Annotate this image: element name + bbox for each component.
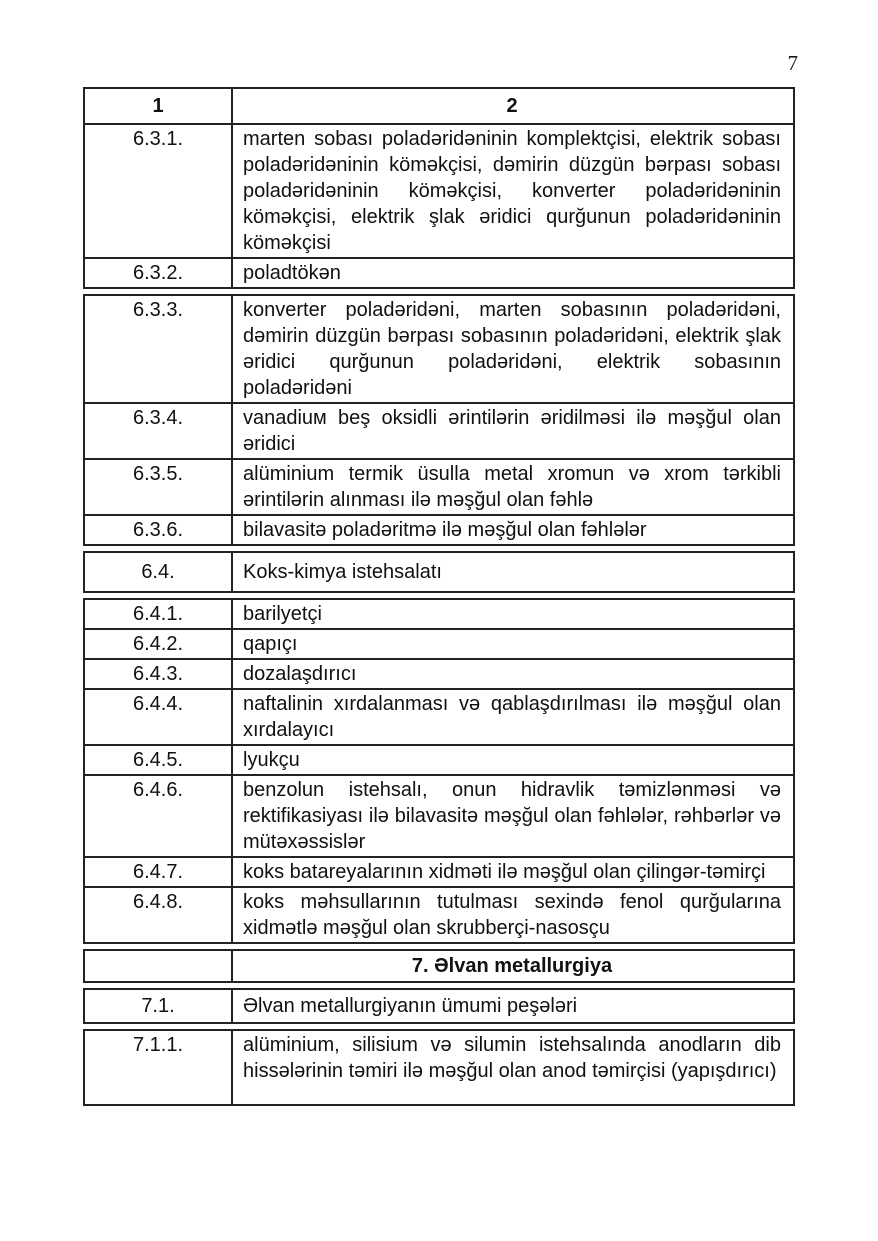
table-row-6-4-3 bbox=[85, 658, 793, 688]
row-number-cell: 6.4.4. bbox=[85, 690, 233, 744]
row-text-cell: poladtökən bbox=[243, 262, 341, 284]
row-number-cell: 6.3.3. bbox=[85, 296, 233, 402]
table-row-6-3-6 bbox=[85, 514, 793, 544]
row-number-cell: 1 bbox=[85, 89, 233, 123]
row-text-cell: konverter poladəridəni, marten sobasının poladəridəni, dəmirin düzgün bərpası sobasının poladəridəni, elektrik şlak əridici qurğunun poladəridəni, elektrik sobasının poladəridəni bbox=[243, 299, 781, 399]
table-row-6-4 bbox=[85, 553, 793, 591]
row-number-cell: 6.3.1. bbox=[85, 125, 233, 257]
table-row-6-4-6 bbox=[85, 774, 793, 856]
table-row-6-3-4 bbox=[85, 402, 793, 458]
row-text-cell: vanadiuм beş oksidli ərintilərin əridilməsi ilə məşğul olan əridici bbox=[243, 407, 781, 455]
row-text-cell: bilavasitə poladəritmə ilə məşğul olan fəhlələr bbox=[243, 519, 647, 541]
row-text-cell: qapıçı bbox=[243, 633, 298, 655]
table-section bbox=[83, 988, 795, 1024]
row-text-cell: alüminium, silisium və silumin istehsalında anodların dib hissələrinin təmiri ilə məşğul olan anod təmirçisi (yapışdırıcı) bbox=[243, 1034, 781, 1082]
table-row-6-3-3 bbox=[85, 296, 793, 402]
row-number-cell: 6.4.8. bbox=[85, 888, 233, 942]
doc-table bbox=[83, 87, 795, 1106]
row-text-cell: dozalaşdırıcı bbox=[243, 663, 357, 685]
row-number-cell: 6.4.2. bbox=[85, 630, 233, 658]
row-text-cell: Koks-kimya istehsalatı bbox=[243, 561, 442, 583]
row-number-cell: 7.1.1. bbox=[85, 1031, 233, 1104]
row-text-cell: benzolun istehsalı, onun hidravlik təmizlənməsi və rektifikasiyası ilə bilavasitə məşğul olan fəhlələr, rəhbərlər və mütəxəssislər bbox=[243, 779, 781, 853]
table-row-6-4-1 bbox=[85, 600, 793, 628]
table-section bbox=[83, 598, 795, 944]
row-text-cell: naftalinin xırdalanması və qablaşdırılması ilə məşğul olan xırdalayıcı bbox=[243, 693, 781, 741]
table-section bbox=[83, 551, 795, 593]
row-text-cell: lyukçu bbox=[243, 749, 300, 771]
row-number-cell bbox=[85, 951, 233, 981]
table-section bbox=[83, 87, 795, 289]
row-number-cell: 6.4.3. bbox=[85, 660, 233, 688]
row-number-cell: 6.4.1. bbox=[85, 600, 233, 628]
table-section bbox=[83, 294, 795, 546]
row-number-cell: 7.1. bbox=[85, 990, 233, 1022]
table-section bbox=[83, 1029, 795, 1106]
row-text-cell: barilyetçi bbox=[243, 603, 322, 625]
table-row-6-4-4 bbox=[85, 688, 793, 744]
row-text-cell: 7. Əlvan metallurgiya bbox=[411, 955, 613, 977]
row-text-cell: marten sobası poladəridəninin komplektçisi, elektrik sobası poladəridəninin köməkçisi, dəmirin düzgün bərpası sobası poladəridəninin köməkçisi, konverter poladəridəninin köməkçisi, elektrik şlak əridici qurğunun poladəridəninin köməkçisi bbox=[243, 128, 781, 254]
row-number-cell: 6.3.6. bbox=[85, 516, 233, 544]
table-row-7-1 bbox=[85, 990, 793, 1022]
table-row-6-3-5 bbox=[85, 458, 793, 514]
row-number-cell: 6.4.5. bbox=[85, 746, 233, 774]
row-text-cell: 2 bbox=[506, 95, 518, 117]
row-text-cell: Əlvan metallurgiyanın ümumi peşələri bbox=[243, 995, 578, 1017]
table-row-section-title bbox=[85, 951, 793, 981]
table-row-6-4-7 bbox=[85, 856, 793, 886]
row-number-cell: 6.4.6. bbox=[85, 776, 233, 856]
row-text-cell: alüminium termik üsulla metal xromun və xrom tərkibli ərintilərin alınması ilə məşğul olan fəhlə bbox=[243, 463, 781, 511]
row-number-cell: 6.4. bbox=[85, 553, 233, 591]
table-section bbox=[83, 949, 795, 983]
table-row-6-4-5 bbox=[85, 744, 793, 774]
table-row-7-1-1 bbox=[85, 1031, 793, 1104]
row-number-cell: 6.4.7. bbox=[85, 858, 233, 886]
page-number: 7 bbox=[787, 51, 798, 75]
row-number-cell: 6.3.5. bbox=[85, 460, 233, 514]
table-row-6-3-1 bbox=[85, 123, 793, 257]
table-row-6-4-2 bbox=[85, 628, 793, 658]
table-row-1 bbox=[85, 89, 793, 123]
row-number-cell: 6.3.2. bbox=[85, 259, 233, 287]
row-number-cell: 6.3.4. bbox=[85, 404, 233, 458]
row-text-cell: koks batareyalarının xidməti ilə məşğul olan çilingər-təmirçi bbox=[243, 861, 766, 883]
row-text-cell: koks məhsullarının tutulması sexində fenol qurğularına xidmətlə məşğul olan skrubberçi-nasosçu bbox=[243, 891, 781, 939]
table-row-6-4-8 bbox=[85, 886, 793, 942]
table-row-6-3-2 bbox=[85, 257, 793, 287]
